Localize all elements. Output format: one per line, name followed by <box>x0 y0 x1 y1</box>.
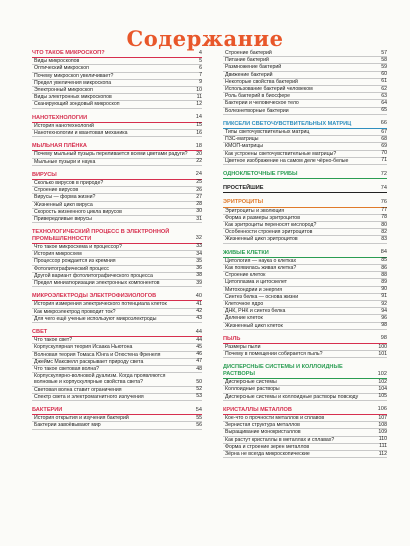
entry-page-number: 50 <box>196 378 202 385</box>
section-heading[interactable] <box>32 293 202 301</box>
entry-page-number: 53 <box>196 393 202 400</box>
entry-title: Эритроциты и эволюция <box>225 207 285 214</box>
entry-page-number: 44 <box>196 336 202 343</box>
entry-title: Использование бактерий человеком <box>225 86 313 93</box>
toc-entry[interactable] <box>32 309 202 316</box>
entry-title: Предел миниатюризации электронных компонентов <box>34 280 160 286</box>
entry-title: Размножение бактерий <box>225 64 282 71</box>
section-heading[interactable] <box>32 172 202 180</box>
entry-page-number: 15 <box>196 122 202 129</box>
entry-title: Процессор рождается из кремния <box>34 258 116 265</box>
entry-page-number: 69 <box>381 142 387 149</box>
page-title: Содержание <box>126 26 284 51</box>
toc-entry[interactable] <box>223 323 387 330</box>
toc-entry[interactable] <box>32 194 202 201</box>
toc-section <box>223 407 387 458</box>
toc-entry[interactable] <box>32 344 202 351</box>
section-title: НАНОТЕХНОЛОГИИ <box>32 114 88 121</box>
toc-section <box>32 172 202 223</box>
section-page-number: 4 <box>198 49 202 56</box>
section-title: ПИКСЕЛИ СВЕТОЧУВСТВИТЕЛЬНЫХ МАТРИЦ <box>223 120 352 127</box>
toc-entry[interactable] <box>32 415 202 422</box>
entry-page-number: 56 <box>196 421 202 428</box>
entry-title: Строение клеток <box>225 272 266 279</box>
toc-entry[interactable] <box>223 136 387 143</box>
toc-entry[interactable] <box>32 373 202 386</box>
toc-entry[interactable] <box>32 73 202 80</box>
entry-title: Сколько вирусов в природе? <box>34 179 104 186</box>
entry-page-number: 63 <box>381 92 387 99</box>
entry-page-number: 59 <box>381 63 387 70</box>
section-heading[interactable] <box>223 121 387 129</box>
entry-page-number: 91 <box>381 293 387 300</box>
toc-entry[interactable] <box>32 216 202 223</box>
entry-title: Виды электронных микроскопов <box>34 94 112 101</box>
section-heading[interactable] <box>223 407 387 415</box>
entry-title: Типы светочувствительных матриц <box>225 129 310 136</box>
entry-page-number: 61 <box>381 78 387 85</box>
entry-title: Строение вирусов <box>34 187 79 194</box>
toc-section <box>223 121 387 165</box>
toc-section <box>32 293 202 323</box>
entry-title: Сканирующий зондовый микроскоп <box>34 101 120 108</box>
toc-entry[interactable] <box>32 151 202 158</box>
entry-title: Деление клеток <box>225 315 263 322</box>
entry-title: Жизненный цикл клеток <box>225 322 283 329</box>
entry-page-number: 94 <box>381 307 387 314</box>
section-title: ТЕХНОЛОГИЧЕСКИЙ ПРОЦЕСС В ЭЛЕКТРОННОЙ ПРОМЫШЛЕННОСТИ <box>32 229 170 242</box>
toc-entry[interactable] <box>223 308 387 315</box>
entry-title: Электронный микроскоп <box>34 87 93 93</box>
entry-page-number: 86 <box>381 264 387 271</box>
entry-title: Почему мыльный пузырь переливается всеми цветами радуги? <box>34 151 188 158</box>
toc-entry[interactable] <box>223 437 387 444</box>
toc-entry[interactable] <box>223 258 387 265</box>
entry-title: Скорость жизненного цикла вирусов <box>34 208 122 215</box>
entry-page-number: 36 <box>196 265 202 272</box>
entry-title: Дисперсные системы <box>225 379 277 386</box>
entry-page-number: 41 <box>196 300 202 307</box>
entry-page-number: 71 <box>381 157 387 164</box>
toc-entry[interactable] <box>32 387 202 394</box>
toc-entry[interactable] <box>32 209 202 216</box>
entry-title: Почему в помещении собирается пыль? <box>225 351 323 358</box>
entry-page-number: 25 <box>196 179 202 186</box>
entry-page-number: 83 <box>381 235 387 242</box>
entry-page-number: 7 <box>199 72 202 79</box>
entry-page-number: 16 <box>196 129 202 136</box>
entry-title: Световая волна ставит ограничения <box>34 386 122 393</box>
toc-section <box>32 115 202 138</box>
section-title: СВЕТ <box>32 329 48 335</box>
entry-page-number: 77 <box>381 207 387 214</box>
toc-entry[interactable] <box>32 301 202 308</box>
toc-entry[interactable] <box>223 222 387 229</box>
entry-page-number: 105 <box>378 393 387 400</box>
entry-title: Что такое световая волна? <box>34 366 100 372</box>
toc-entry[interactable] <box>32 280 202 287</box>
toc-section <box>32 329 202 401</box>
section-heading[interactable] <box>223 336 387 344</box>
entry-page-number: 46 <box>196 351 202 358</box>
entry-title: Как появилась живая клетка? <box>225 265 297 271</box>
entry-page-number: 80 <box>381 221 387 228</box>
entry-page-number: 70 <box>381 150 387 157</box>
entry-title: История измерения электрического потенциала клеток <box>34 301 167 308</box>
toc-entry[interactable] <box>32 180 202 187</box>
entry-title: Бактерии и человеческое тело <box>225 100 299 107</box>
entry-page-number: 52 <box>196 386 202 393</box>
entry-title: Зернистая структура металлов <box>225 422 300 429</box>
toc-entry[interactable] <box>32 359 202 366</box>
section-page-number: 106 <box>377 406 387 413</box>
entry-page-number: 64 <box>381 99 387 106</box>
entry-page-number: 85 <box>381 257 387 264</box>
section-page-number: 76 <box>380 199 387 205</box>
entry-title: Зёрна не всегда микроскопические <box>225 451 310 458</box>
toc-entry[interactable] <box>223 64 387 71</box>
section-page-number: 32 <box>195 235 202 242</box>
toc-entry[interactable] <box>32 65 202 72</box>
entry-page-number: 34 <box>196 250 202 257</box>
section-heading[interactable] <box>32 50 202 58</box>
entry-title: Дисперсные системы и коллоидные растворы повсюду <box>225 393 359 400</box>
section-page-number: 14 <box>195 114 202 121</box>
entry-title: Как эритроциты переносят кислород? <box>225 222 317 228</box>
toc-entry[interactable] <box>223 272 387 279</box>
entry-title: Синтез белка — основа жизни <box>225 293 299 300</box>
toc-entry[interactable] <box>223 100 387 107</box>
toc-entry[interactable] <box>223 444 387 451</box>
entry-page-number: 55 <box>196 414 202 421</box>
entry-title: Роль бактерий в биосфере <box>225 93 291 100</box>
entry-page-number: 45 <box>196 343 202 350</box>
entry-page-number: 30 <box>196 208 202 215</box>
entry-page-number: 33 <box>196 243 202 250</box>
entry-page-number: 5 <box>199 57 202 64</box>
entry-page-number: 92 <box>381 300 387 307</box>
section-page-number: 40 <box>195 292 202 299</box>
entry-page-number: 38 <box>196 272 202 279</box>
entry-title: Джеймс Максвелл раскрывает природу света <box>34 358 144 365</box>
toc-entry[interactable] <box>32 394 202 401</box>
entry-page-number: 100 <box>378 343 387 350</box>
entry-title: Форма и размеры эритроцитов <box>225 214 300 221</box>
entry-page-number: 88 <box>381 271 387 278</box>
entry-page-number: 78 <box>381 214 387 221</box>
entry-page-number: 98 <box>381 322 387 329</box>
section-heading[interactable] <box>223 364 387 379</box>
entry-title: Клеточное ядро <box>225 301 264 308</box>
toc-entry[interactable] <box>223 351 387 358</box>
entry-title: Размеры пыли <box>225 344 261 351</box>
toc-entry[interactable] <box>223 415 387 422</box>
entry-title: Спектр света и электромагнитного излучения <box>34 393 144 400</box>
entry-title: Почему микроскоп увеличивает? <box>34 72 114 79</box>
entry-title: Движение бактерий <box>225 71 273 78</box>
toc-entry[interactable] <box>32 87 202 94</box>
toc-entry[interactable] <box>32 273 202 280</box>
entry-title: Вирусы — форма жизни? <box>34 194 96 201</box>
toc-entry[interactable] <box>223 72 387 79</box>
section-title: ДИСПЕРСНЫЕ СИСТЕМЫ И КОЛЛОИДНЫЕ РАСТВОРЫ <box>223 364 343 378</box>
entry-title: Привередливые вирусы <box>34 216 92 222</box>
section-page-number: 18 <box>195 142 202 149</box>
toc-entry[interactable] <box>223 265 387 272</box>
toc-entry[interactable] <box>223 93 387 100</box>
entry-page-number: 96 <box>381 314 387 321</box>
section-page-number: 102 <box>377 370 387 377</box>
toc-section <box>223 171 387 179</box>
toc-entry[interactable] <box>32 101 202 108</box>
entry-title: Для чего ещё ученые используют микроэлектроды <box>34 315 157 322</box>
section-title: ПРОСТЕЙШИЕ <box>223 185 264 192</box>
entry-title: Бактерии завоёвывают мир <box>34 422 101 429</box>
entry-title: Строение бактерий <box>225 50 272 56</box>
toc-entry[interactable] <box>223 215 387 222</box>
entry-title: Мыльные пузыри и наука <box>34 158 96 165</box>
section-title: ПЫЛЬ <box>223 335 241 342</box>
entry-title: Митохондрии и энергия <box>225 286 283 293</box>
toc-entry[interactable] <box>223 151 387 158</box>
entry-title: Жизненный цикл вируса <box>34 201 93 208</box>
toc-section <box>223 336 387 359</box>
entry-page-number: 27 <box>196 193 202 200</box>
entry-page-number: 10 <box>196 86 202 93</box>
section-title: БАКТЕРИИ <box>32 407 63 414</box>
section-title: МИКРОЭЛЕКТРОДЫ ЭЛЕКТРОФИЗИОЛОГОВ <box>32 293 157 300</box>
toc-right-column <box>223 50 387 464</box>
entry-title: ПЗС-матрицы <box>225 136 259 143</box>
entry-page-number: 58 <box>381 56 387 63</box>
toc-entry[interactable] <box>32 130 202 137</box>
section-title: ЭРИТРОЦИТЫ <box>223 199 264 206</box>
section-heading[interactable] <box>32 229 202 244</box>
entry-page-number: 82 <box>381 228 387 235</box>
entry-page-number: 62 <box>381 85 387 92</box>
entry-title: Корпускулярная теория Исаака Ньютона <box>34 344 133 351</box>
section-page-number: 72 <box>380 170 387 177</box>
toc-entry[interactable] <box>223 394 387 401</box>
toc-entry[interactable] <box>32 316 202 323</box>
entry-title: Другой вариант фотолитографического процесса <box>34 272 153 279</box>
entry-page-number: 60 <box>381 71 387 78</box>
section-page-number: 66 <box>380 120 387 127</box>
section-heading[interactable] <box>223 171 387 179</box>
toc-entry[interactable] <box>32 159 202 166</box>
entry-page-number: 57 <box>381 49 387 56</box>
toc-section <box>223 199 387 243</box>
toc-entry[interactable] <box>223 287 387 294</box>
toc-entry[interactable] <box>223 451 387 458</box>
entry-title: Предел увеличения микроскопа <box>34 79 112 86</box>
section-page-number: 54 <box>195 406 202 413</box>
entry-title: Форма и строение зерен металлов <box>225 443 310 450</box>
entry-page-number: 107 <box>378 414 387 421</box>
toc-entry[interactable] <box>32 266 202 273</box>
entry-page-number: 11 <box>196 93 202 100</box>
toc-entry[interactable] <box>32 258 202 265</box>
entry-title: Кое-что о прочности металлов и сплавов <box>225 415 325 421</box>
section-title: ЧТО ТАКОЕ МИКРОСКОП? <box>32 50 105 56</box>
entry-title: Как растут кристаллы в металлах и сплавах? <box>225 436 335 443</box>
entry-title: Выращивание монокристаллов <box>225 429 301 436</box>
entry-page-number: 65 <box>381 107 387 114</box>
toc-section <box>32 407 202 430</box>
entry-title: Как микроэлектрод проводит ток? <box>34 308 116 315</box>
entry-title: Цветное изображение на самом деле чёрно-белые <box>225 157 349 164</box>
entry-page-number: 108 <box>378 421 387 428</box>
section-title: ЖИВЫЕ КЛЕТКИ <box>223 249 269 256</box>
entry-title: Что такое свет? <box>34 337 73 344</box>
entry-page-number: 89 <box>381 278 387 285</box>
toc-entry[interactable] <box>32 251 202 258</box>
toc-entry[interactable] <box>223 108 387 115</box>
toc-entry[interactable] <box>32 352 202 359</box>
entry-page-number: 28 <box>196 201 202 208</box>
entry-page-number: 104 <box>378 385 387 392</box>
entry-title: Как устроены светочувствительные матрицы? <box>225 150 337 157</box>
toc-entry[interactable] <box>223 301 387 308</box>
entry-title: Оптический микроскоп <box>34 65 89 72</box>
toc-section <box>223 185 387 193</box>
toc-entry[interactable] <box>223 279 387 286</box>
entry-title: КМОП-матрицы <box>225 143 264 150</box>
toc-section <box>32 50 202 109</box>
entry-page-number: 31 <box>196 215 202 222</box>
toc-entry[interactable] <box>32 244 202 251</box>
toc-entry[interactable] <box>223 158 387 165</box>
entry-page-number: 68 <box>381 135 387 142</box>
toc-entry[interactable] <box>223 422 387 429</box>
entry-title: Коллоидные растворы <box>225 386 280 393</box>
entry-page-number: 43 <box>196 315 202 322</box>
entry-page-number: 42 <box>196 308 202 315</box>
entry-title: Некоторые свойства бактерий <box>225 78 298 85</box>
toc-entry[interactable] <box>32 80 202 87</box>
section-title: КРИСТАЛЛЫ МЕТАЛЛОВ <box>223 406 292 413</box>
section-title: ОДНОКЛЕТОЧНЫЕ ГРИБЫ <box>223 171 298 178</box>
toc-section <box>223 50 387 115</box>
section-page-number: 74 <box>380 184 387 191</box>
entry-page-number: 22 <box>196 158 202 165</box>
section-title: МЫЛЬНАЯ ПЛЁНКА <box>32 143 87 150</box>
entry-page-number: 35 <box>196 257 202 264</box>
toc-section <box>32 229 202 287</box>
toc-entry[interactable] <box>32 123 202 130</box>
toc-entry[interactable] <box>32 187 202 194</box>
toc-section <box>223 250 387 330</box>
entry-page-number: 67 <box>381 128 387 135</box>
toc-entry[interactable] <box>223 379 387 386</box>
entry-page-number: 90 <box>381 286 387 293</box>
section-heading[interactable] <box>32 115 202 123</box>
section-title: ВИРУСЫ <box>32 171 57 178</box>
entry-page-number: 109 <box>378 428 387 435</box>
entry-page-number: 6 <box>199 64 202 71</box>
entry-page-number: 112 <box>378 450 387 457</box>
entry-page-number: 39 <box>196 279 202 286</box>
entry-title: Цитоплазма и цитоскелет <box>225 279 288 286</box>
toc-entry[interactable] <box>223 236 387 243</box>
section-page-number: 84 <box>380 249 387 256</box>
section-page-number: 98 <box>380 335 387 342</box>
toc-entry[interactable] <box>223 315 387 322</box>
entry-title: Фотолитографический процесс <box>34 265 110 272</box>
toc-entry[interactable] <box>223 143 387 150</box>
entry-page-number: 102 <box>378 378 387 385</box>
toc-entry[interactable] <box>32 337 202 344</box>
toc-entry[interactable] <box>32 202 202 209</box>
entry-page-number: 26 <box>196 186 202 193</box>
entry-title: Особенности строения эритроцитов <box>225 229 313 236</box>
section-heading[interactable] <box>32 329 202 337</box>
section-heading[interactable] <box>223 199 387 207</box>
toc-entry[interactable] <box>223 294 387 301</box>
entry-title: История микросхем <box>34 251 82 258</box>
toc-left-column <box>32 50 202 436</box>
entry-title: ДНК, РНК и синтез белка <box>225 308 286 315</box>
entry-page-number: 110 <box>378 436 387 443</box>
toc-entry[interactable] <box>223 429 387 436</box>
entry-title: Питание бактерий <box>225 57 269 64</box>
entry-page-number: 48 <box>196 365 202 372</box>
toc-entry[interactable] <box>223 79 387 86</box>
entry-title: Нанотехнологии и квантовая механика <box>34 130 128 136</box>
entry-page-number: 101 <box>378 350 387 357</box>
entry-page-number: 20 <box>196 150 202 157</box>
entry-title: Корпускулярно-волновой дуализм. Когда проявляются волновые и корпускулярные свойства света? <box>34 373 166 386</box>
entry-title: История нанотехнологий <box>34 122 94 129</box>
entry-title: Цитология — наука о клетках <box>225 257 297 264</box>
section-heading[interactable] <box>223 250 387 258</box>
section-page-number: 24 <box>195 171 202 178</box>
entry-title: Болезнетворные бактерии <box>225 107 289 114</box>
entry-title: Что такое микросхема и процессор? <box>34 243 122 250</box>
toc-entry[interactable] <box>223 208 387 215</box>
toc-entry[interactable] <box>223 386 387 393</box>
section-page-number: 44 <box>195 328 202 335</box>
entry-title: Волновая теория Томаса Юнга и Огюстена Френеля <box>34 351 161 358</box>
section-heading[interactable] <box>32 407 202 415</box>
entry-title: Жизненный цикл эритроцитов <box>225 236 298 243</box>
entry-page-number: 111 <box>379 443 387 450</box>
toc-entry[interactable] <box>32 422 202 429</box>
toc-section <box>223 364 387 400</box>
entry-page-number: 12 <box>196 100 202 107</box>
entry-page-number: 47 <box>196 358 202 365</box>
entry-title: История открытия и изучения бактерий <box>34 415 129 422</box>
toc-section <box>32 143 202 166</box>
toc-entry[interactable] <box>223 129 387 136</box>
entry-title: Виды микроскопов <box>34 58 80 65</box>
toc-entry[interactable] <box>223 344 387 351</box>
section-heading[interactable] <box>223 185 387 193</box>
entry-page-number: 9 <box>199 79 202 86</box>
